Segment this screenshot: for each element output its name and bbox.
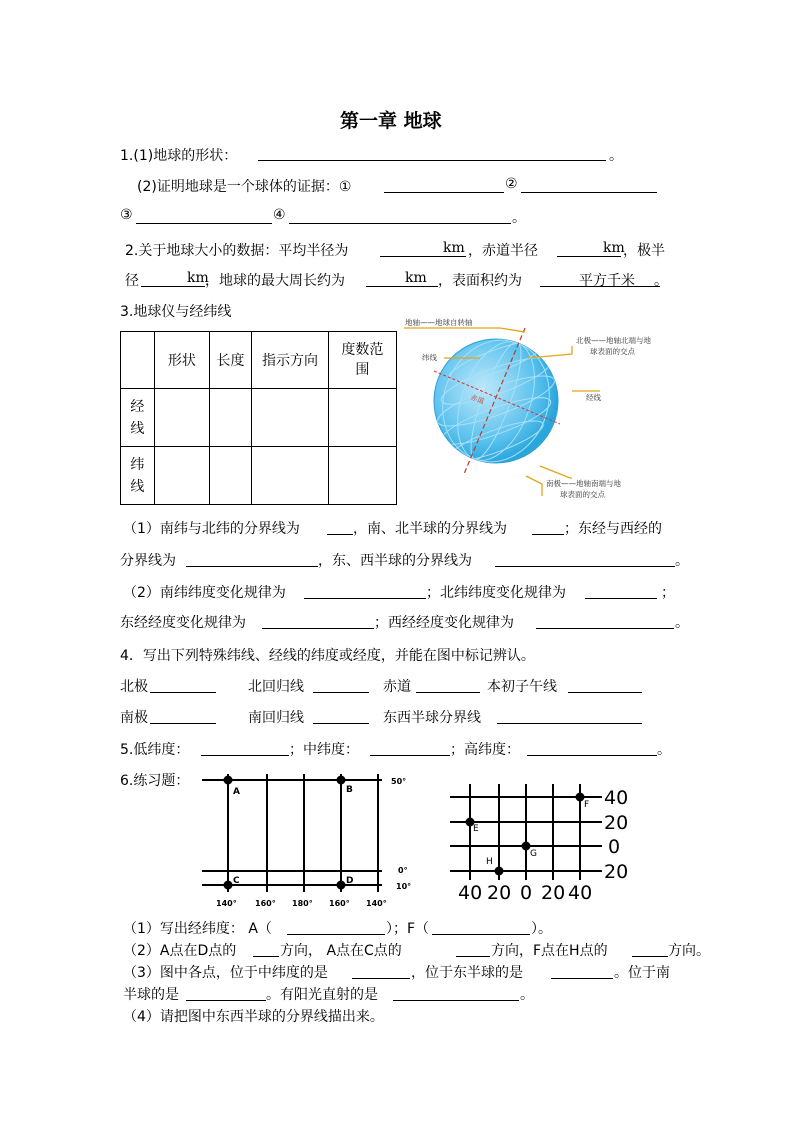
q6-sub3-a: （3）图中各点，位于中纬度的是 <box>123 965 328 981</box>
q4-blank-tropic-cancer[interactable] <box>313 692 369 693</box>
lon-label: 20 <box>541 882 566 902</box>
q2-text-d: 径 <box>125 273 139 289</box>
label-e: E <box>473 824 479 834</box>
q1-evidence1-blank[interactable] <box>384 192 504 193</box>
q4-blank-tropic-capricorn[interactable] <box>313 723 369 724</box>
q2-circumference-blank[interactable] <box>366 286 438 287</box>
lat-label: 20 <box>604 812 629 834</box>
q6-sub2-end: 方向。 <box>668 943 710 959</box>
q3-heading: 3.地球仪与经纬线 <box>120 304 232 320</box>
lat-label: 40 <box>604 787 629 809</box>
q3-blank-ew-hemisphere[interactable] <box>495 566 675 567</box>
q1-line1-end: 。 <box>609 148 623 164</box>
q6-blank-east-hemi[interactable] <box>551 978 613 979</box>
label-d: D <box>346 876 354 886</box>
label-a: A <box>233 787 240 797</box>
q4-heading: 4．写出下列特殊纬线、经线的纬度或经度，并能在图中标记辨认。 <box>120 648 535 664</box>
q6-sub1-end: ）。 <box>531 921 552 937</box>
lon-label: 140° <box>366 899 387 908</box>
q1-line2-b: ② <box>505 176 518 192</box>
q6-blank-direct-sun[interactable] <box>393 1000 519 1001</box>
grid-map-2 <box>446 780 636 902</box>
q6-blank-a[interactable] <box>287 934 385 935</box>
q3-sub2-d: 东经经度变化规律为 <box>120 615 246 631</box>
q2-equator-radius-blank[interactable] <box>557 256 621 257</box>
q4-label-tropic-cancer: 北回归线 <box>248 679 304 695</box>
q1-line2: (2)证明地球是一个球体的证据：① <box>137 179 352 195</box>
q5-blank-mid[interactable] <box>370 755 450 756</box>
globe-diagram <box>400 306 680 506</box>
table-header: 长度 <box>210 332 252 389</box>
q2-text-a: 2.关于地球大小的数据：平均半径为 <box>125 243 349 259</box>
point-h <box>495 867 504 876</box>
q6-sub2-c: 方向，F点在H点的 <box>491 943 608 959</box>
q6-sub3-c: 。位于南 <box>614 965 670 981</box>
q1-line1: 1.(1)地球的形状： <box>120 148 238 164</box>
label-c: C <box>233 876 240 886</box>
table-cell[interactable] <box>154 389 209 447</box>
point-c <box>224 881 233 890</box>
q2-unit-km-4: km <box>405 270 427 286</box>
lat-label-50: 50° <box>391 777 407 786</box>
q2-unit-km-2: km <box>603 240 625 256</box>
table-cell[interactable] <box>252 447 329 505</box>
q3-blank-equator[interactable] <box>327 534 353 535</box>
q2-text-end: 。 <box>654 273 668 289</box>
q5-blank-low[interactable] <box>201 755 289 756</box>
q5-high: ；高纬度： <box>450 742 520 758</box>
q2-text-c: ，极半 <box>623 243 665 259</box>
grid-map-1 <box>196 772 420 910</box>
lat-label: 0 <box>608 836 621 858</box>
q1-shape-blank[interactable] <box>258 160 606 161</box>
q1-line3-b: ④ <box>273 207 286 223</box>
meridian-label: 经线 <box>586 393 601 402</box>
q2-unit-km-3: km <box>187 270 209 286</box>
parallel-label: 纬线 <box>422 353 437 362</box>
lat-label-10: 10° <box>396 882 412 891</box>
label-b: B <box>346 785 353 795</box>
q6-blank-mid-lat[interactable] <box>352 978 410 979</box>
q2-unit-km-1: km <box>443 240 465 256</box>
q3-sub1-end: 。 <box>675 553 689 569</box>
q6-blank-fh[interactable] <box>632 956 668 957</box>
q3-blank-north-lat[interactable] <box>585 598 657 599</box>
table-row-label: 经线 <box>121 389 155 447</box>
lat-label-0: 0° <box>398 866 408 875</box>
lon-label: 180° <box>292 899 313 908</box>
lon-label: 160° <box>329 899 350 908</box>
q4-label-north-pole: 北极 <box>120 679 148 695</box>
q1-line3-a: ③ <box>120 207 133 223</box>
table-corner <box>121 332 155 389</box>
table-cell[interactable] <box>252 389 329 447</box>
label-h: H <box>486 857 493 867</box>
table-header: 指示方向 <box>252 332 329 389</box>
equator-label: 赤道 <box>469 393 486 406</box>
table-header: 形状 <box>154 332 209 389</box>
q3-blank-west-lon[interactable] <box>536 628 674 629</box>
table-cell[interactable] <box>328 447 396 505</box>
q6-sub2-a: （2）A点在D点的 <box>123 943 237 959</box>
q6-blank-ac[interactable] <box>456 956 490 957</box>
q3-sub1-b: ，南、北半球的分界线为 <box>353 521 507 537</box>
q5-blank-high[interactable] <box>527 755 657 756</box>
q6-sub3-d: 半球的是 <box>123 987 179 1003</box>
point-a <box>224 776 233 785</box>
q1-line3-end: 。 <box>512 210 526 226</box>
axis-label: 地轴——地球自转轴 <box>405 318 473 327</box>
q1-evidence2-blank[interactable] <box>521 192 657 193</box>
q6-sub3-b: ，位于东半球的是 <box>411 965 523 981</box>
q3-blank-ns-hemisphere[interactable] <box>532 534 564 535</box>
table-header: 度数范围 <box>328 332 396 389</box>
q3-sub1-a: （1）南纬与北纬的分界线为 <box>123 521 300 537</box>
q5-end: 。 <box>657 742 671 758</box>
table-cell[interactable] <box>328 389 396 447</box>
q2-polar-radius-blank[interactable] <box>141 286 205 287</box>
q3-sub2-e: ；西经经度变化规律为 <box>374 615 514 631</box>
point-d <box>337 881 346 890</box>
q6-sub3-end: 。 <box>520 987 534 1003</box>
table-cell[interactable] <box>154 447 209 505</box>
lon-label: 0 <box>520 882 533 902</box>
q6-blank-south-hemi[interactable] <box>186 1000 266 1001</box>
q2-text-e: ，地球的最大周长约为 <box>205 273 345 289</box>
q3-blank-prime-meridian[interactable] <box>186 566 318 567</box>
q2-mean-radius-blank[interactable] <box>380 256 466 257</box>
q3-blank-south-lat[interactable] <box>304 598 426 599</box>
q6-sub2-b: 方向， A点在C点的 <box>280 943 402 959</box>
south-pole-label: 南极——地轴南端与地球表面的交点 <box>546 479 621 499</box>
q4-label-ew-boundary: 东西半球分界线 <box>383 710 481 726</box>
q1-evidence3-blank[interactable] <box>136 223 272 224</box>
point-b <box>337 776 346 785</box>
q1-evidence4-blank[interactable] <box>289 223 511 224</box>
lon-label: 40 <box>568 882 593 902</box>
q4-label-tropic-capricorn: 南回归线 <box>248 710 304 726</box>
q3-sub1-d: 分界线为 <box>120 553 176 569</box>
q4-blank-equator[interactable] <box>416 692 480 693</box>
q4-blank-north-pole[interactable] <box>150 692 216 693</box>
q6-blank-f[interactable] <box>432 934 530 935</box>
label-g: G <box>530 849 537 859</box>
table-cell[interactable] <box>210 389 252 447</box>
q3-sub2-c: ； <box>661 585 675 601</box>
north-pole-label: 北极——地轴北端与地球表面的交点 <box>576 336 651 356</box>
q4-label-south-pole: 南极 <box>120 710 148 726</box>
q2-unit-area: 平方千米 <box>579 273 635 289</box>
q3-sub1-e: ，东、西半球的分界线为 <box>318 553 472 569</box>
lon-label: 140° <box>216 899 237 908</box>
q3-sub1-c: ；东经与西经的 <box>564 521 662 537</box>
page-title: 第一章 地球 <box>340 110 442 132</box>
q3-sub2-b: ；北纬纬度变化规律为 <box>426 585 566 601</box>
q3-sub2-a: （2）南纬纬度变化规律为 <box>123 585 286 601</box>
table-cell[interactable] <box>210 447 252 505</box>
q2-text-f: ，表面积约为 <box>438 273 522 289</box>
q4-label-prime-meridian: 本初子午线 <box>487 679 557 695</box>
q6-blank-ad[interactable] <box>253 956 279 957</box>
q6-sub3-e: 。有阳光直射的是 <box>266 987 378 1003</box>
lat-lon-table <box>120 331 397 505</box>
q6-sub4: （4）请把图中东西半球的分界线描出来。 <box>123 1009 384 1025</box>
table-row-label: 纬线 <box>121 447 155 505</box>
label-f: F <box>584 800 590 810</box>
lon-label: 20 <box>487 882 512 902</box>
lat-label: 20 <box>604 861 629 883</box>
q6-sub1-b: ）；F（ <box>386 921 430 937</box>
q5-mid: ；中纬度： <box>289 742 359 758</box>
q6-sub1-a: （1）写出经纬度： A（ <box>123 921 272 937</box>
q5-low: 5.低纬度： <box>120 742 190 758</box>
q2-text-b: ，赤道半径 <box>468 243 538 259</box>
q4-blank-south-pole[interactable] <box>150 723 216 724</box>
lon-label: 160° <box>255 899 276 908</box>
q6-heading: 6.练习题： <box>120 773 190 789</box>
q3-sub2-end: 。 <box>675 615 689 631</box>
q4-blank-ew-boundary[interactable] <box>497 723 642 724</box>
q4-blank-prime-meridian[interactable] <box>568 692 642 693</box>
lon-label: 40 <box>458 882 483 902</box>
q3-blank-east-lon[interactable] <box>262 628 374 629</box>
q4-label-equator: 赤道 <box>383 679 411 695</box>
